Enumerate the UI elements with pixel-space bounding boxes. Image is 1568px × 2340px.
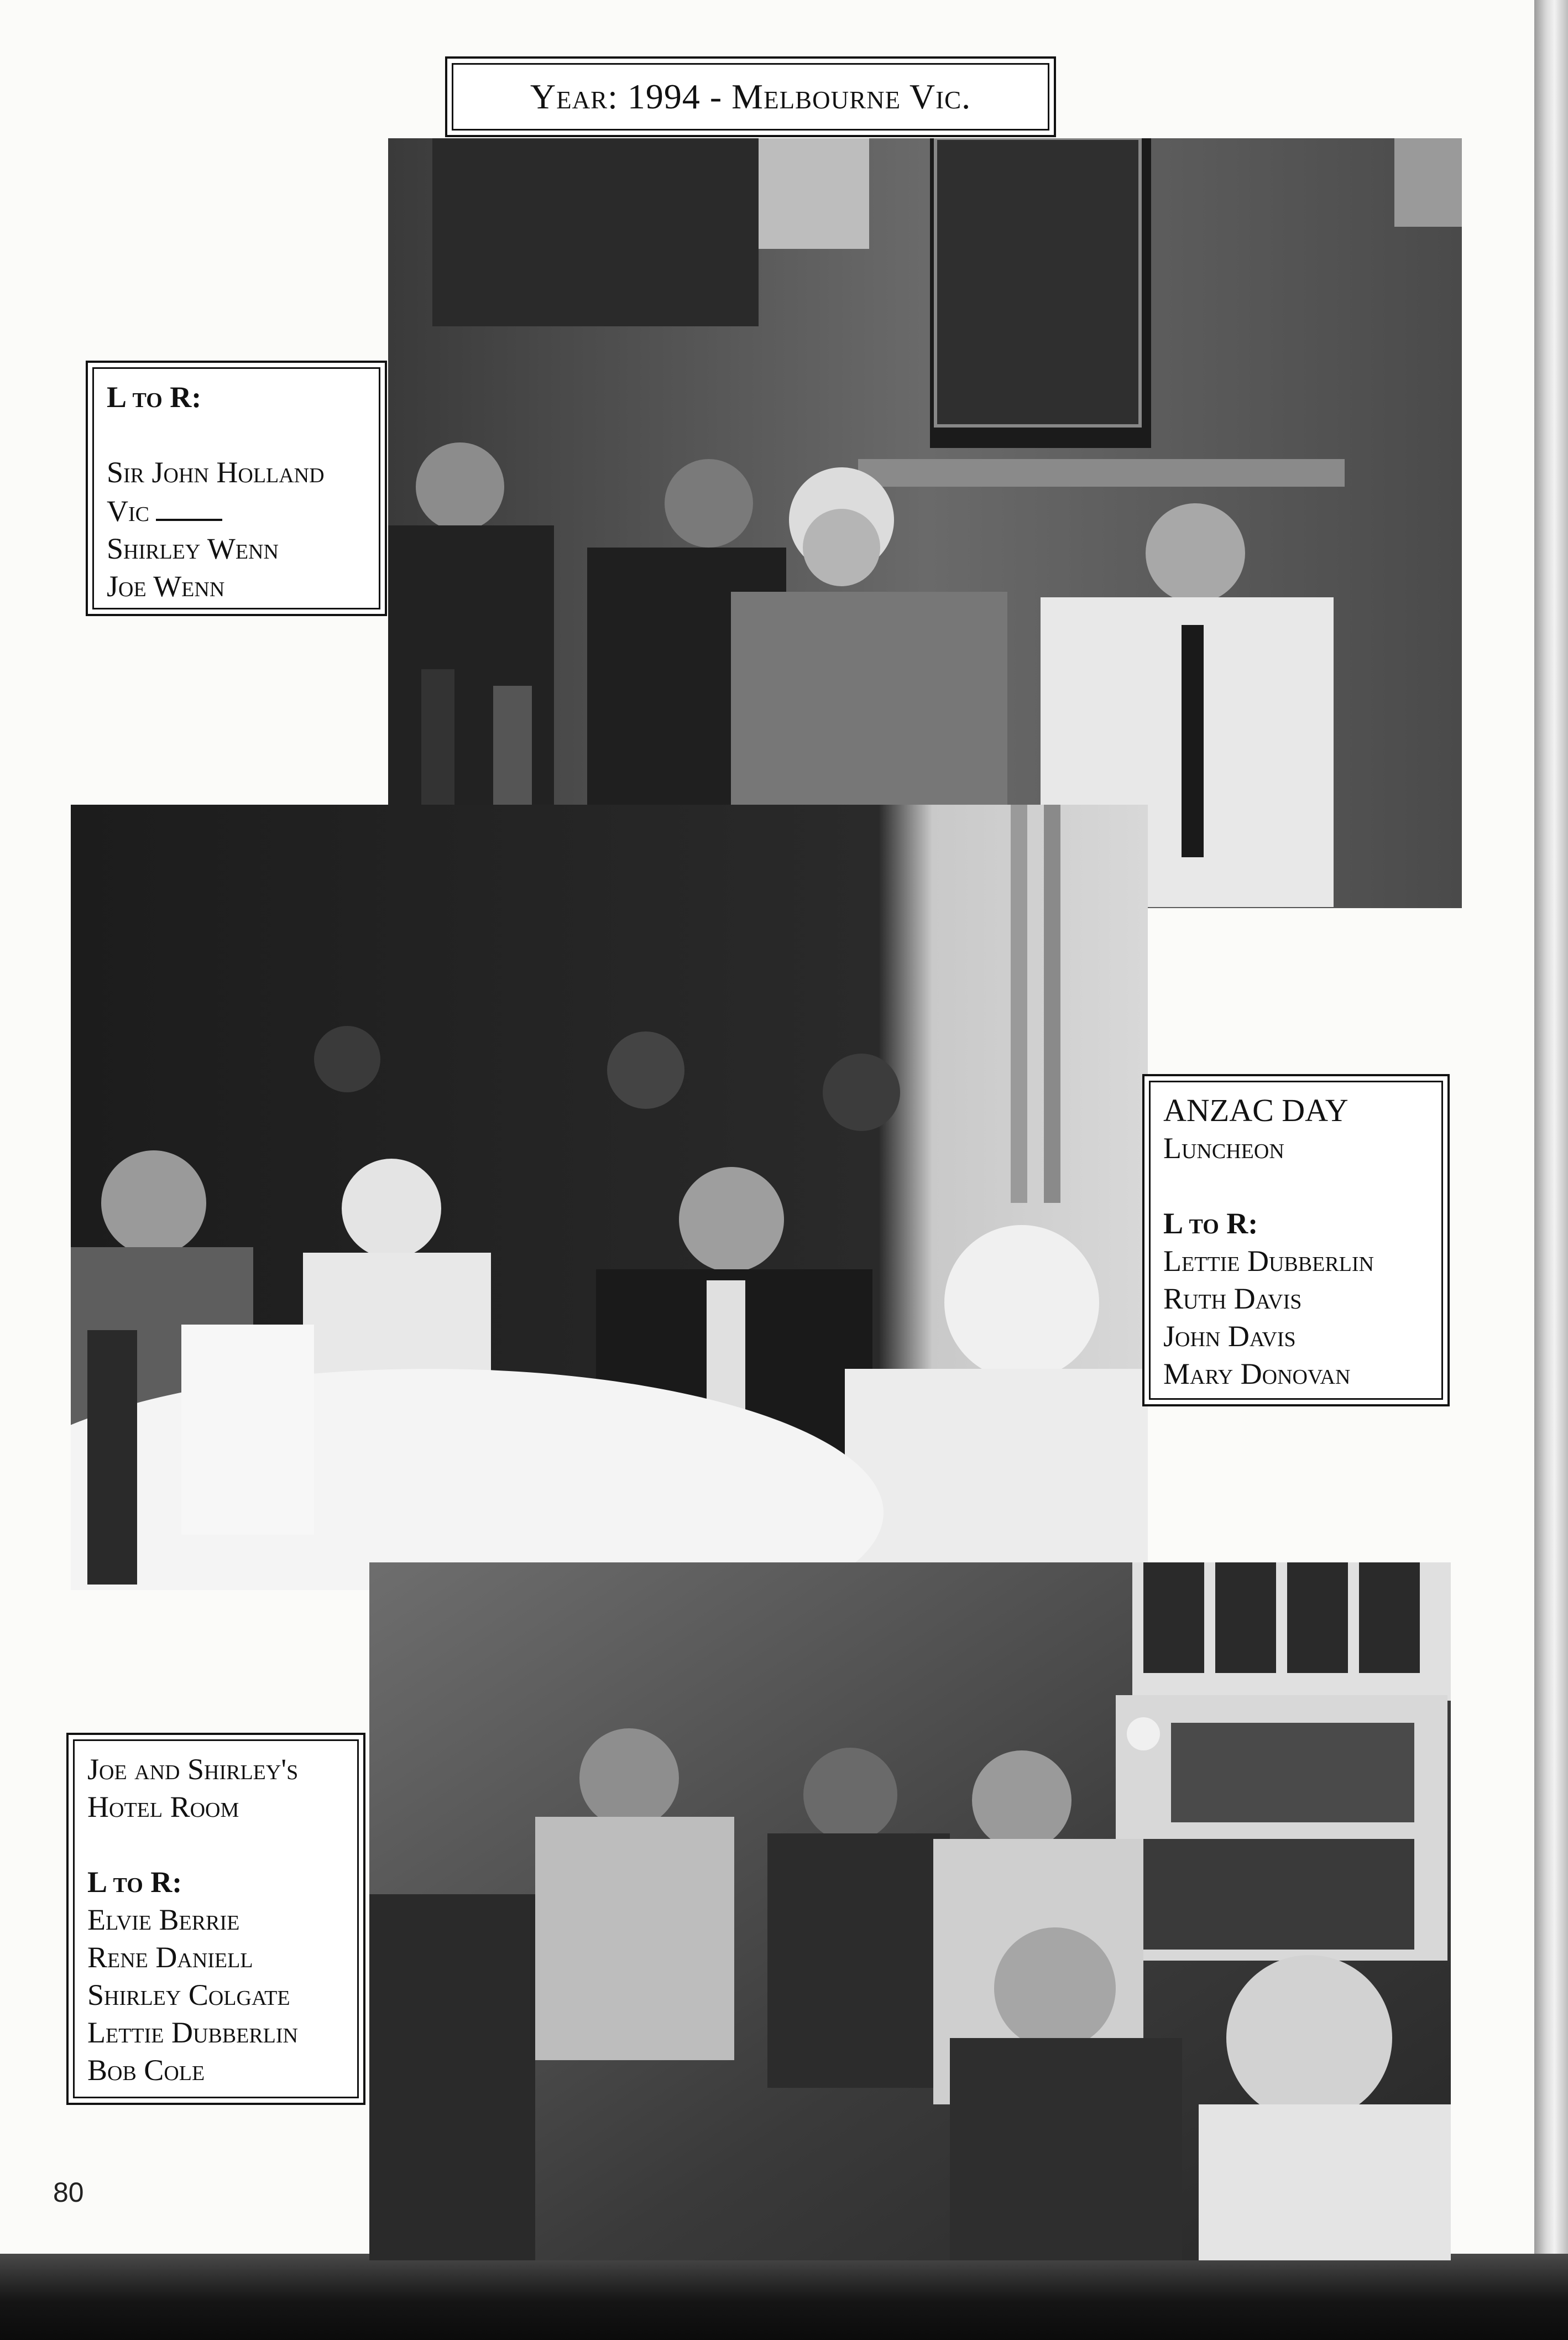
photo-hotel-room — [369, 1562, 1451, 2260]
caption-3-name-1: Elvie Berrie — [87, 1903, 240, 1936]
photo-anzac-luncheon — [71, 805, 1148, 1590]
caption-3-name-5: Bob Cole — [87, 2054, 205, 2087]
page-number: 80 — [53, 2177, 84, 2208]
caption-1-name-4: Joe Wenn — [107, 570, 225, 603]
caption-3-lr: L to R: — [87, 1865, 182, 1899]
caption-3-name-2: Rene Daniell — [87, 1941, 253, 1974]
caption-2-name-4: Mary Donovan — [1163, 1357, 1351, 1390]
caption-photo-3 — [66, 1733, 365, 2105]
caption-3-name-4: Lettie Dubberlin — [87, 2016, 298, 2049]
caption-1-heading: L to R: — [107, 381, 202, 414]
caption-3-subheading: Hotel Room — [87, 1790, 239, 1823]
photo-reunion-group — [388, 138, 1462, 908]
caption-2-lr: L to R: — [1163, 1207, 1258, 1240]
caption-1-name-2-row — [107, 491, 365, 530]
caption-1-name-1: Sir John Holland — [107, 456, 325, 489]
caption-3-name-3: Shirley Colgate — [87, 1978, 290, 2011]
page-edge — [1534, 0, 1568, 2254]
caption-3-spacer — [87, 1826, 343, 1863]
caption-1-name-3: Shirley Wenn — [107, 532, 279, 565]
caption-2-subheading: Luncheon — [1163, 1132, 1284, 1165]
caption-2-name-3: John Davis — [1163, 1320, 1296, 1353]
caption-photo-1 — [86, 361, 387, 616]
caption-1-name-2: Vic — [107, 494, 149, 528]
caption-2-spacer — [1163, 1167, 1428, 1205]
scan-shadow — [0, 2254, 1568, 2340]
caption-2-name-2: Ruth Davis — [1163, 1282, 1302, 1315]
caption-photo-2 — [1142, 1074, 1450, 1406]
caption-3-heading: Joe and Shirley's — [87, 1753, 299, 1786]
page-title-box — [445, 56, 1056, 137]
caption-1-spacer — [107, 416, 365, 454]
page-title: Year: 1994 - Melbourne Vic. — [530, 77, 971, 116]
blank-line — [156, 491, 222, 521]
caption-2-heading: ANZAC DAY — [1163, 1092, 1349, 1128]
caption-2-name-1: Lettie Dubberlin — [1163, 1244, 1374, 1278]
